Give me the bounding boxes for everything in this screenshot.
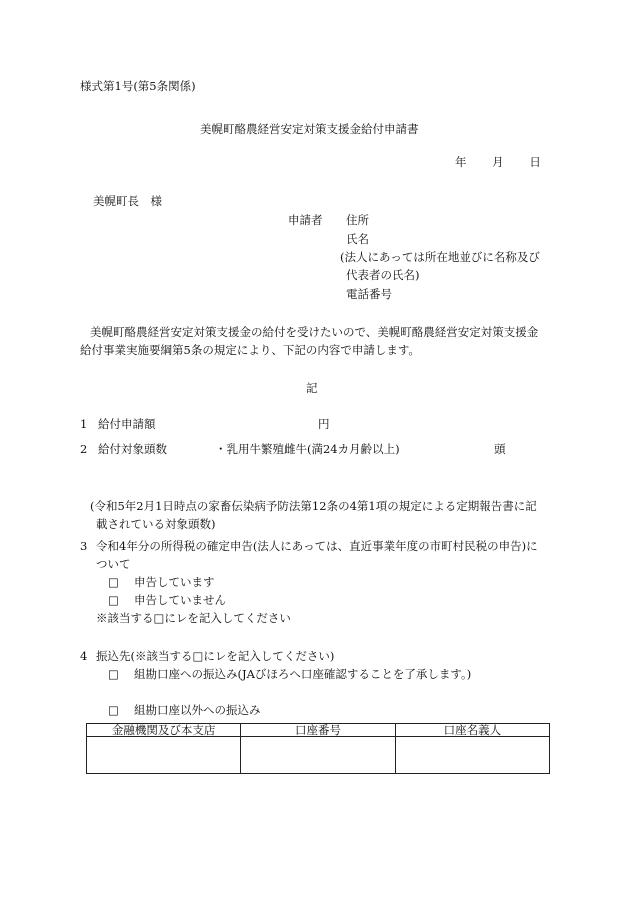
- item4-option-2: [108, 704, 261, 717]
- header-account-holder: 口座名義人: [395, 724, 549, 737]
- applicant-phone-label: 電話番号: [346, 287, 392, 301]
- applicant-name-label: 氏名: [346, 232, 369, 246]
- item3-number: 3: [80, 539, 88, 553]
- checkbox[interactable]: □: [108, 703, 119, 717]
- intro-paragraph-line1: 美幌町酪農経営安定対策支援金の給付を受けたいので、美幌町酪農経営安定対策支援金: [90, 325, 539, 339]
- item3-text-line2: ついて: [96, 557, 131, 571]
- option-label: 申告しています: [134, 575, 215, 589]
- header-account-number: 口座番号: [241, 724, 395, 737]
- date-month: 月: [492, 155, 504, 169]
- addressee: 美幌町長 様: [93, 194, 162, 208]
- item3-note: ※該当する□にレを記入してください: [96, 611, 291, 625]
- account-number-cell[interactable]: [241, 737, 395, 774]
- form-number: 様式第1号(第5条関係): [80, 79, 196, 93]
- table-header-row: [87, 724, 550, 737]
- item4-text: 振込先(※該当する□にレを記入してください): [96, 649, 335, 663]
- ki-heading: 記: [306, 381, 318, 395]
- item2-label: 給付対象頭数: [98, 442, 167, 456]
- applicant-corp-note-1: (法人にあっては所在地並びに名称及び: [340, 250, 540, 264]
- applicant-corp-note-2: 代表者の氏名): [346, 268, 420, 282]
- option-label: 組勘口座以外への振込み: [134, 703, 261, 717]
- item1-unit: 円: [318, 417, 330, 431]
- option-label: 組勘口座への振込み(JAびほろへ口座確認することを了承します。): [134, 667, 472, 681]
- date-day: 日: [529, 155, 541, 169]
- intro-paragraph-line2: 給付事業実施要綱第5条の規定により、下記の内容で申請します。: [80, 343, 420, 357]
- item3-option-2: [108, 594, 226, 607]
- bank-account-table: [86, 723, 550, 774]
- header-bank-branch: 金融機関及び本支店: [87, 724, 241, 737]
- item2-note-line2: 載されている対象頭数): [96, 517, 216, 531]
- date-line: [455, 156, 541, 169]
- page-title: 美幌町酪農経営安定対策支援金給付申請書: [200, 122, 419, 136]
- item2-unit: 頭: [494, 442, 506, 456]
- checkbox[interactable]: □: [108, 593, 119, 607]
- option-label: 申告していません: [134, 593, 226, 607]
- item4-number: 4: [80, 649, 88, 663]
- applicant-address-label: 住所: [346, 213, 369, 227]
- checkbox[interactable]: □: [108, 667, 119, 681]
- item4-option-1: [108, 668, 471, 681]
- date-year: 年: [455, 155, 467, 169]
- applicant-label: 申請者: [288, 213, 323, 227]
- item1-number: 1: [80, 417, 88, 431]
- checkbox[interactable]: □: [108, 575, 119, 589]
- item3-option-1: [108, 576, 215, 589]
- item1-label: 給付申請額: [98, 417, 156, 431]
- item2-note-line1: (令和5年2月1日時点の家畜伝染病予防法第12条の4第1項の規定による定期報告書に記: [90, 499, 537, 513]
- item2-detail: ・乳用牛繁殖雌牛(満24カ月齢以上): [215, 442, 400, 456]
- item3-text-line1: 令和4年分の所得税の確定申告(法人にあっては、直近事業年度の市町村民税の申告)に: [96, 539, 538, 553]
- item2-number: 2: [80, 442, 88, 456]
- table-row: [87, 737, 550, 774]
- bank-branch-cell[interactable]: [87, 737, 241, 774]
- account-holder-cell[interactable]: [395, 737, 549, 774]
